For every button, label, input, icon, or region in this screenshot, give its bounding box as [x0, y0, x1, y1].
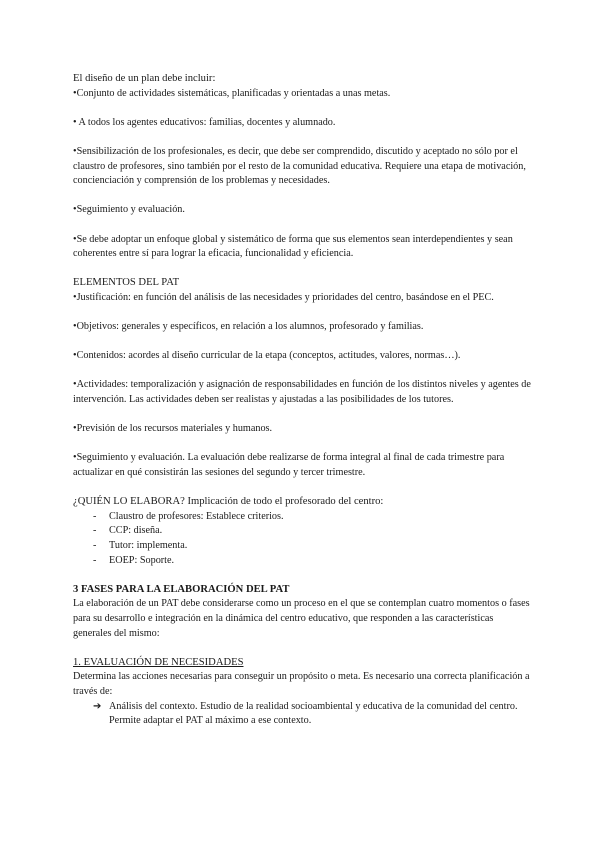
document-page [73, 72, 533, 729]
evaluacion-item-text: Análisis del contexto. Estudio de la realidad socioambiental y educativa de la comunidad del centro. Permite adaptar el PAT al máximo a ese contexto. [109, 700, 518, 727]
evaluacion-item-analisis [93, 700, 533, 729]
elementos-heading: ELEMENTOS DEL PAT [73, 277, 180, 289]
quien-item-tutor: - Tutor: implementa. [93, 539, 533, 554]
intro-item-5: •Se debe adoptar un enfoque global y sistemático de forma que sus elementos sean interdependientes y sean coherentes entre sí para lograr la eficacia, funcionalidad y eficiencia. [73, 233, 513, 260]
elementos-item-3: •Contenidos: acordes al diseño curricular de la etapa (conceptos, actitudes, valores, normas…). [73, 350, 461, 362]
fases-body: La elaboración de un PAT debe considerarse como un proceso en el que se contemplan cuatro momentos o fases para su desarrollo e integración en la dinámica del centro educativo, que responden a las características generales del mismo: [73, 598, 530, 639]
quien-item-ccp: - CCP: diseña. [93, 524, 533, 539]
evaluacion-list [73, 700, 533, 729]
arrow-right-icon: ➔ [93, 700, 102, 712]
intro-item-1: •Conjunto de actividades sistemáticas, planificadas y orientadas a unas metas. [73, 87, 391, 99]
quien-heading: ¿QUIÉN LO ELABORA? Implicación de todo el profesorado del centro: [73, 496, 384, 508]
quien-list [73, 510, 533, 568]
elementos-item-6: •Seguimiento y evaluación. La evaluación debe realizarse de forma integral al final de cada trimestre para actualizar en qué consistirán las sesiones del segundo y tercer trimestre. [73, 452, 505, 479]
elementos-item-2: •Objetivos: generales y específicos, en relación a los alumnos, profesorado y familias. [73, 321, 424, 333]
intro-item-3: •Sensibilización de los profesionales, es decir, que debe ser comprendido, discutido y aceptado no sólo por el claustro de profesores, sino también por el resto de la comunidad educativa. Requiere una etapa de motivación, concienciación y comprensión de los problemas y necesidades. [73, 145, 526, 187]
elementos-item-1: •Justificación: en función del análisis de las necesidades y prioridades del centro, basándose en el PEC. [73, 291, 494, 303]
elementos-item-4: •Actividades: temporalización y asignación de responsabilidades en función de los distintos niveles y agentes de intervención. Las actividades deben ser realistas y ajustadas a las posibilidades de los tutores. [73, 379, 531, 406]
intro-item-4: •Seguimiento y evaluación. [73, 204, 185, 216]
elementos-item-5: •Previsión de los recursos materiales y humanos. [73, 423, 273, 435]
fases-heading: 3 FASES PARA LA ELABORACIÓN DEL PAT [73, 583, 290, 595]
evaluacion-heading: 1. EVALUACIÓN DE NECESIDADES [73, 656, 244, 668]
quien-item-eoep: - EOEP: Soporte. [93, 554, 533, 569]
intro-heading: El diseño de un plan debe incluir: [73, 73, 216, 84]
intro-item-2: • A todos los agentes educativos: familias, docentes y alumnado. [73, 116, 336, 128]
evaluacion-body: Determina las acciones necesarias para conseguir un propósito o meta. Es necesario una correcta planificación a través de: [73, 671, 530, 697]
quien-item-claustro: - Claustro de profesores: Establece criterios. [93, 510, 533, 525]
